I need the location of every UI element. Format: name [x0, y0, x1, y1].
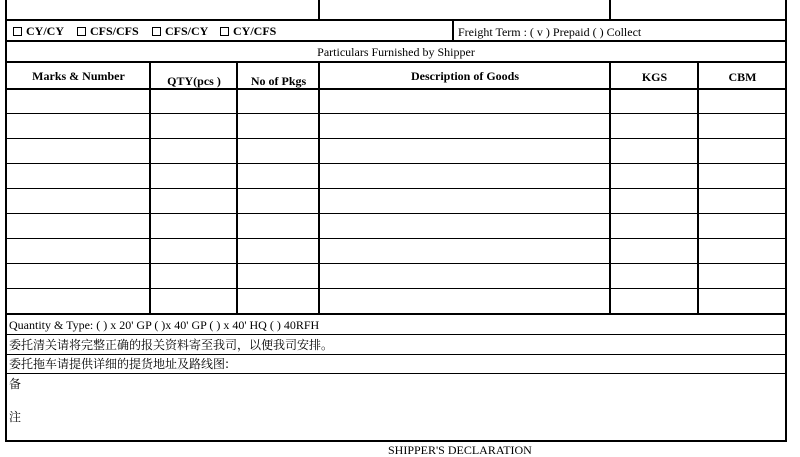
- checkbox-cfs-cfs[interactable]: [77, 24, 139, 38]
- rule: [5, 138, 787, 139]
- quantity-type: Quantity & Type: ( ) x 20' GP ( )x 40' GP ( ) x 40' HQ ( ) 40RFH: [9, 318, 320, 332]
- rule: [5, 354, 787, 355]
- rule: [609, 0, 611, 20]
- checkbox-label: CY/CY: [26, 24, 64, 38]
- checkbox-label: CY/CFS: [233, 24, 277, 38]
- rule: [5, 313, 787, 315]
- rule: [5, 40, 787, 42]
- rule: [318, 0, 320, 20]
- header-kgs: KGS: [641, 70, 668, 84]
- freight-term: Freight Term : ( v ) Prepaid ( ) Collect: [458, 25, 642, 39]
- rule: [785, 0, 787, 441]
- header-qty: QTY(pcs ): [167, 74, 221, 88]
- checkbox-cy-cy[interactable]: [13, 24, 64, 38]
- checkbox-cy-cfs[interactable]: [220, 24, 276, 38]
- rule: [149, 62, 151, 314]
- rule: [318, 62, 320, 314]
- rule: [5, 113, 787, 114]
- checkbox-box[interactable]: [152, 27, 161, 36]
- rule: [5, 188, 787, 189]
- rule: [5, 440, 787, 442]
- rule: [5, 88, 787, 90]
- trucking-note: 委托拖车请提供详细的提货地址及路线图:: [9, 357, 230, 371]
- checkbox-label: CFS/CFS: [90, 24, 139, 38]
- rule: [452, 20, 454, 41]
- rule: [5, 19, 787, 21]
- particulars-title: Particulars Furnished by Shipper: [317, 45, 475, 59]
- rule: [609, 62, 611, 314]
- checkbox-cfs-cy[interactable]: [152, 24, 208, 38]
- remarks-label: 备: [9, 377, 22, 391]
- header-marks-number: Marks & Number: [32, 69, 125, 83]
- rule: [5, 163, 787, 164]
- header-description: Description of Goods: [411, 69, 519, 83]
- rule: [5, 61, 787, 63]
- footer-title: SHIPPER'S DECLARATION: [388, 443, 532, 457]
- rule: [5, 213, 787, 214]
- rule: [5, 238, 787, 239]
- rule: [697, 62, 699, 314]
- rule: [5, 288, 787, 289]
- remarks-label: 注: [9, 410, 22, 424]
- customs-note: 委托清关请将完整正确的报关资料寄至我司，以便我司安排。: [9, 338, 334, 352]
- header-no-of-pkgs: No of Pkgs: [250, 74, 307, 88]
- checkbox-label: CFS/CY: [165, 24, 209, 38]
- checkbox-box[interactable]: [77, 27, 86, 36]
- header-cbm: CBM: [728, 70, 757, 84]
- rule: [5, 373, 787, 374]
- rule: [236, 62, 238, 314]
- rule: [5, 263, 787, 264]
- checkbox-box[interactable]: [220, 27, 229, 36]
- rule: [5, 0, 7, 441]
- checkbox-box[interactable]: [13, 27, 22, 36]
- rule: [5, 334, 787, 335]
